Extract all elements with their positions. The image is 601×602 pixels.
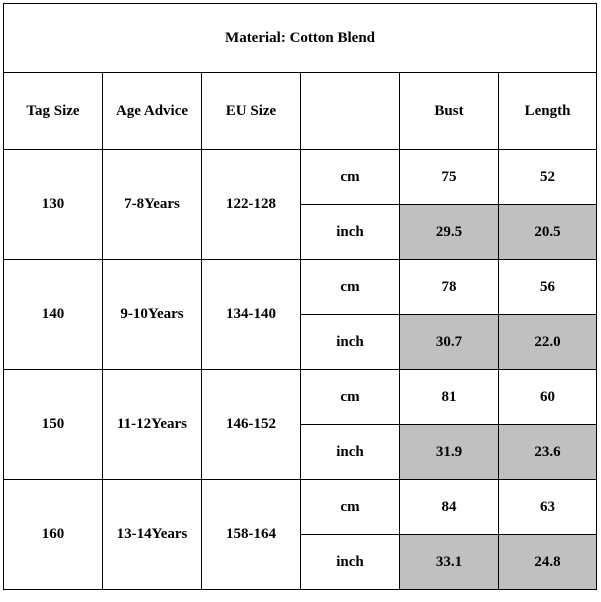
bust-cell: 30.7 [400, 315, 499, 370]
unit-cell: inch [301, 205, 400, 260]
header-bust: Bust [400, 73, 499, 150]
tag-size-cell: 150 [4, 370, 103, 480]
unit-cell: inch [301, 535, 400, 590]
age-advice-cell: 11-12Years [103, 370, 202, 480]
title-row [4, 4, 597, 73]
bust-cell: 29.5 [400, 205, 499, 260]
tag-size-cell: 160 [4, 480, 103, 590]
length-cell: 23.6 [499, 425, 597, 480]
table-row [4, 150, 597, 205]
table-row [4, 370, 597, 425]
material-title: Material: Cotton Blend [4, 4, 597, 73]
unit-cell: inch [301, 315, 400, 370]
unit-cell: cm [301, 150, 400, 205]
unit-cell: cm [301, 480, 400, 535]
length-cell: 52 [499, 150, 597, 205]
bust-cell: 81 [400, 370, 499, 425]
bust-cell: 78 [400, 260, 499, 315]
length-cell: 24.8 [499, 535, 597, 590]
header-age-advice: Age Advice [103, 73, 202, 150]
eu-size-cell: 158-164 [202, 480, 301, 590]
unit-cell: cm [301, 260, 400, 315]
eu-size-cell: 134-140 [202, 260, 301, 370]
length-cell: 63 [499, 480, 597, 535]
header-tag-size: Tag Size [4, 73, 103, 150]
length-cell: 20.5 [499, 205, 597, 260]
table-row [4, 480, 597, 535]
header-length: Length [499, 73, 597, 150]
eu-size-cell: 122-128 [202, 150, 301, 260]
unit-cell: cm [301, 370, 400, 425]
age-advice-cell: 9-10Years [103, 260, 202, 370]
age-advice-cell: 13-14Years [103, 480, 202, 590]
length-cell: 56 [499, 260, 597, 315]
eu-size-cell: 146-152 [202, 370, 301, 480]
bust-cell: 31.9 [400, 425, 499, 480]
bust-cell: 33.1 [400, 535, 499, 590]
header-row [4, 73, 597, 150]
table-row [4, 260, 597, 315]
age-advice-cell: 7-8Years [103, 150, 202, 260]
length-cell: 60 [499, 370, 597, 425]
size-chart-table [3, 3, 597, 590]
tag-size-cell: 130 [4, 150, 103, 260]
header-eu-size: EU Size [202, 73, 301, 150]
header-unit [301, 73, 400, 150]
tag-size-cell: 140 [4, 260, 103, 370]
bust-cell: 84 [400, 480, 499, 535]
unit-cell: inch [301, 425, 400, 480]
bust-cell: 75 [400, 150, 499, 205]
length-cell: 22.0 [499, 315, 597, 370]
